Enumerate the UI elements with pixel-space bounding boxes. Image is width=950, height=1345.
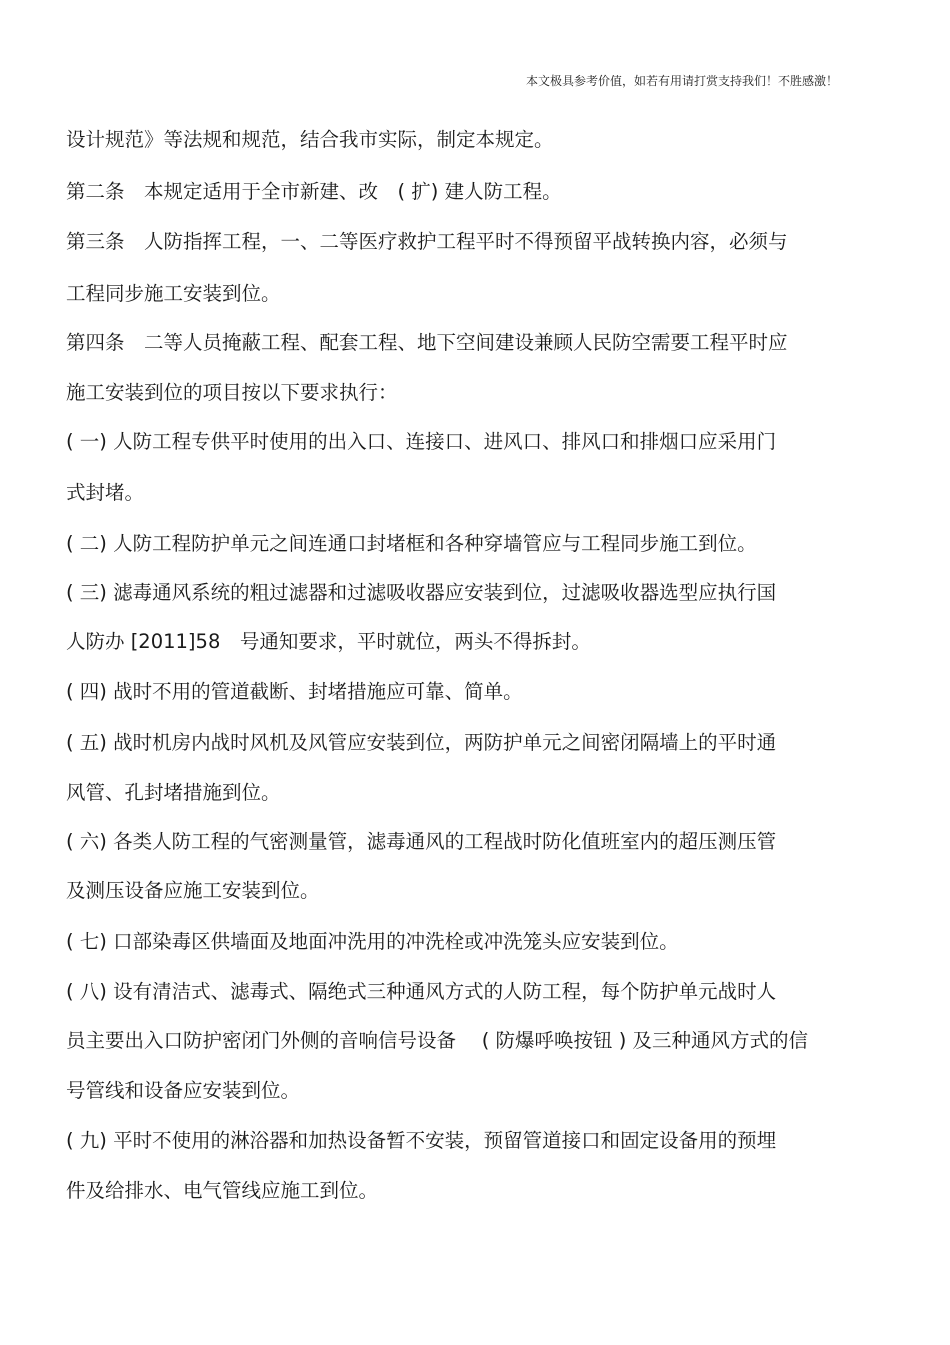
paragraph-line: 件及给排水、电气管线应施工到位。 [66,1179,379,1202]
paragraph-line: 式封堵。 [66,481,145,504]
paragraph-line: ( 五) 战时机房内战时风机及风管应安装到位，两防护单元之间密闭隔墙上的平时通 [66,731,777,754]
paragraph-line: ( 三) 滤毒通风系统的粗过滤器和过滤吸收器应安装到位，过滤吸收器选型应执行国 [66,581,777,604]
paragraph-line: 第三条 人防指挥工程，一、二等医疗救护工程平时不得预留平战转换内容，必须与 [66,230,788,253]
paragraph-line: 及测压设备应施工安装到位。 [66,879,320,902]
paragraph-line: ( 四) 战时不用的管道截断、封堵措施应可靠、简单。 [66,680,523,703]
header-note: 本文极具参考价值，如若有用请打赏支持我们！不胜感激！ [525,74,838,88]
paragraph-line: ( 八) 设有清洁式、滤毒式、隔绝式三种通风方式的人防工程，每个防护单元战时人 [66,980,777,1003]
paragraph-line: ( 二) 人防工程防护单元之间连通口封堵框和各种穿墙管应与工程同步施工到位。 [66,532,757,555]
paragraph-line: ( 七) 口部染毒区供墙面及地面冲洗用的冲洗栓或冲洗笼头应安装到位。 [66,930,679,953]
paragraph-line: 号管线和设备应安装到位。 [66,1079,301,1102]
paragraph-line: ( 六) 各类人防工程的气密测量管，滤毒通风的工程战时防化值班室内的超压测压管 [66,830,777,853]
paragraph-line: 设计规范》等法规和规范，结合我市实际，制定本规定。 [66,128,554,151]
paragraph-line: 第二条 本规定适用于全市新建、改 ( 扩) 建人防工程。 [66,180,562,203]
paragraph-line: 第四条 二等人员掩蔽工程、配套工程、地下空间建设兼顾人民防空需要工程平时应 [66,331,788,354]
paragraph-line: ( 九) 平时不使用的淋浴器和加热设备暂不安装，预留管道接口和固定设备用的预埋 [66,1129,777,1152]
paragraph-line: 施工安装到位的项目按以下要求执行： [66,381,398,404]
paragraph-line: 员主要出入口防护密闭门外侧的音响信号设备 ( 防爆呼唤按钮 ) 及三种通风方式的信 [66,1029,809,1052]
paragraph-line: ( 一) 人防工程专供平时使用的出入口、连接口、进风口、排风口和排烟口应采用门 [66,430,777,453]
paragraph-line: 人防办 [2011]58 号通知要求，平时就位，两头不得拆封。 [66,630,591,653]
paragraph-line: 工程同步施工安装到位。 [66,282,281,305]
paragraph-line: 风管、孔封堵措施到位。 [66,781,281,804]
